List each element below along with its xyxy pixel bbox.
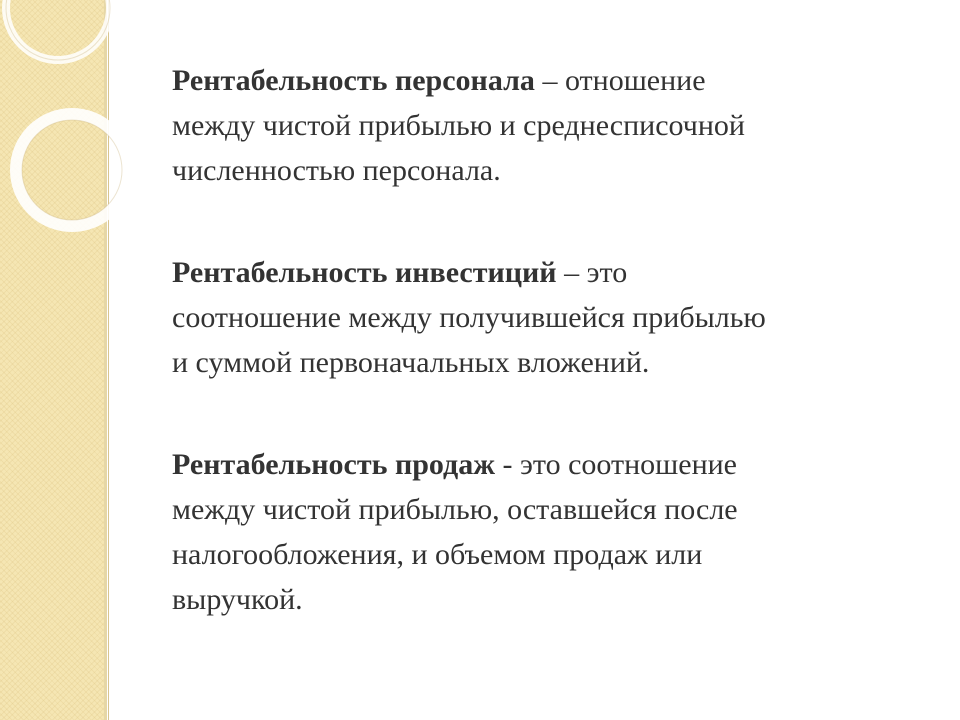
term-sales: Рентабельность продаж (172, 448, 495, 481)
definition-text: численностью персонала. (172, 154, 501, 187)
definition-text: - это соотношение (494, 448, 737, 481)
definition-text: – это (556, 256, 628, 289)
definition-text: налогообложения, и объемом продаж или (172, 538, 703, 571)
definition-text: – отношение (534, 64, 706, 97)
decorative-rings-icon (0, 0, 140, 260)
definition-text: и суммой первоначальных вложений. (172, 346, 650, 379)
definition-text: соотношение между получившейся прибылью (172, 301, 766, 334)
definition-paragraph-sales (172, 442, 912, 622)
definition-text: между чистой прибылью, оставшейся после (172, 493, 738, 526)
term-investments: Рентабельность инвестиций (172, 256, 557, 289)
definition-paragraph-investments (172, 250, 912, 385)
definition-text: между чистой прибылью и среднесписочной (172, 109, 745, 142)
definition-text: выручкой. (172, 583, 303, 616)
term-personnel: Рентабельность персонала (172, 64, 535, 97)
definition-paragraph-personnel (172, 58, 912, 193)
slide-body (172, 58, 912, 679)
